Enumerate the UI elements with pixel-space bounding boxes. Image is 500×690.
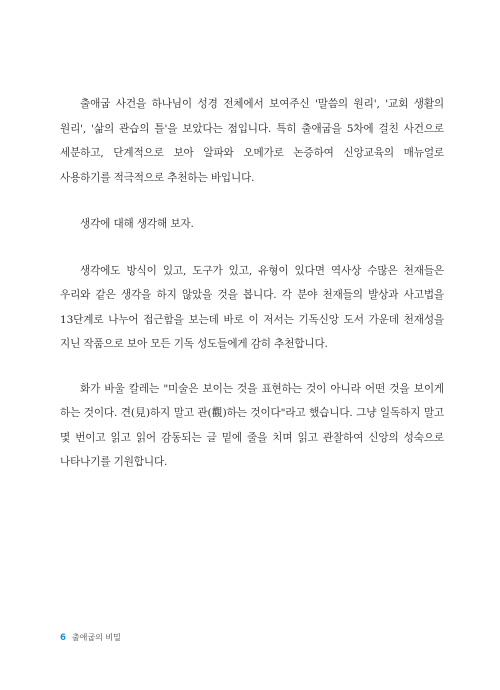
paragraph-1: 출애굽 사건을 하나님이 성경 전체에서 보여주신 '말씀의 원리', '교회 생활의 원리', '삶의 관습의 틀'을 보았다는 점입니다. 특히 출애굽을 5차에 걸친 사건으로 세분하고, 단계적으로 보아 알파와 오메가로 논증하여 신앙교육의 매뉴얼로 사용하기를 적극적으로 추천하는 바입니다. [60, 98, 444, 184]
paragraph-2: 생각에 대해 생각해 보자. [80, 218, 194, 230]
page-footer [60, 632, 121, 643]
page-body [60, 92, 444, 495]
paragraph-4: 화가 바울 칼레는 "미술은 보이는 것을 표현하는 것이 아니라 어떤 것을 보이게 하는 것이다. 견(見)하지 말고 관(觀)하는 것이다"라고 했습니다. 그냥 일독하지 말고 몇 번이고 읽고 읽어 감동되는 글 밑에 줄을 치며 읽고 관찰하여 신앙의 성숙으로 나타나기를 기원합니다. [60, 382, 444, 468]
paragraph-3: 생각에도 방식이 있고, 도구가 있고, 유형이 있다면 역사상 수많은 천재들은 우리와 같은 생각을 하지 않았을 것을 봅니다. 각 분야 천재들의 발상과 사고법을 13단계로 나누어 접근함을 보는데 바로 이 저서는 기독신앙 도서 가운데 천재성을 지닌 작품으로 보아 모든 기독 성도들에게 감히 추천합니다. [60, 264, 444, 350]
page-number: 6 [60, 632, 66, 643]
running-title: 출애굽의 비밀 [71, 633, 121, 642]
